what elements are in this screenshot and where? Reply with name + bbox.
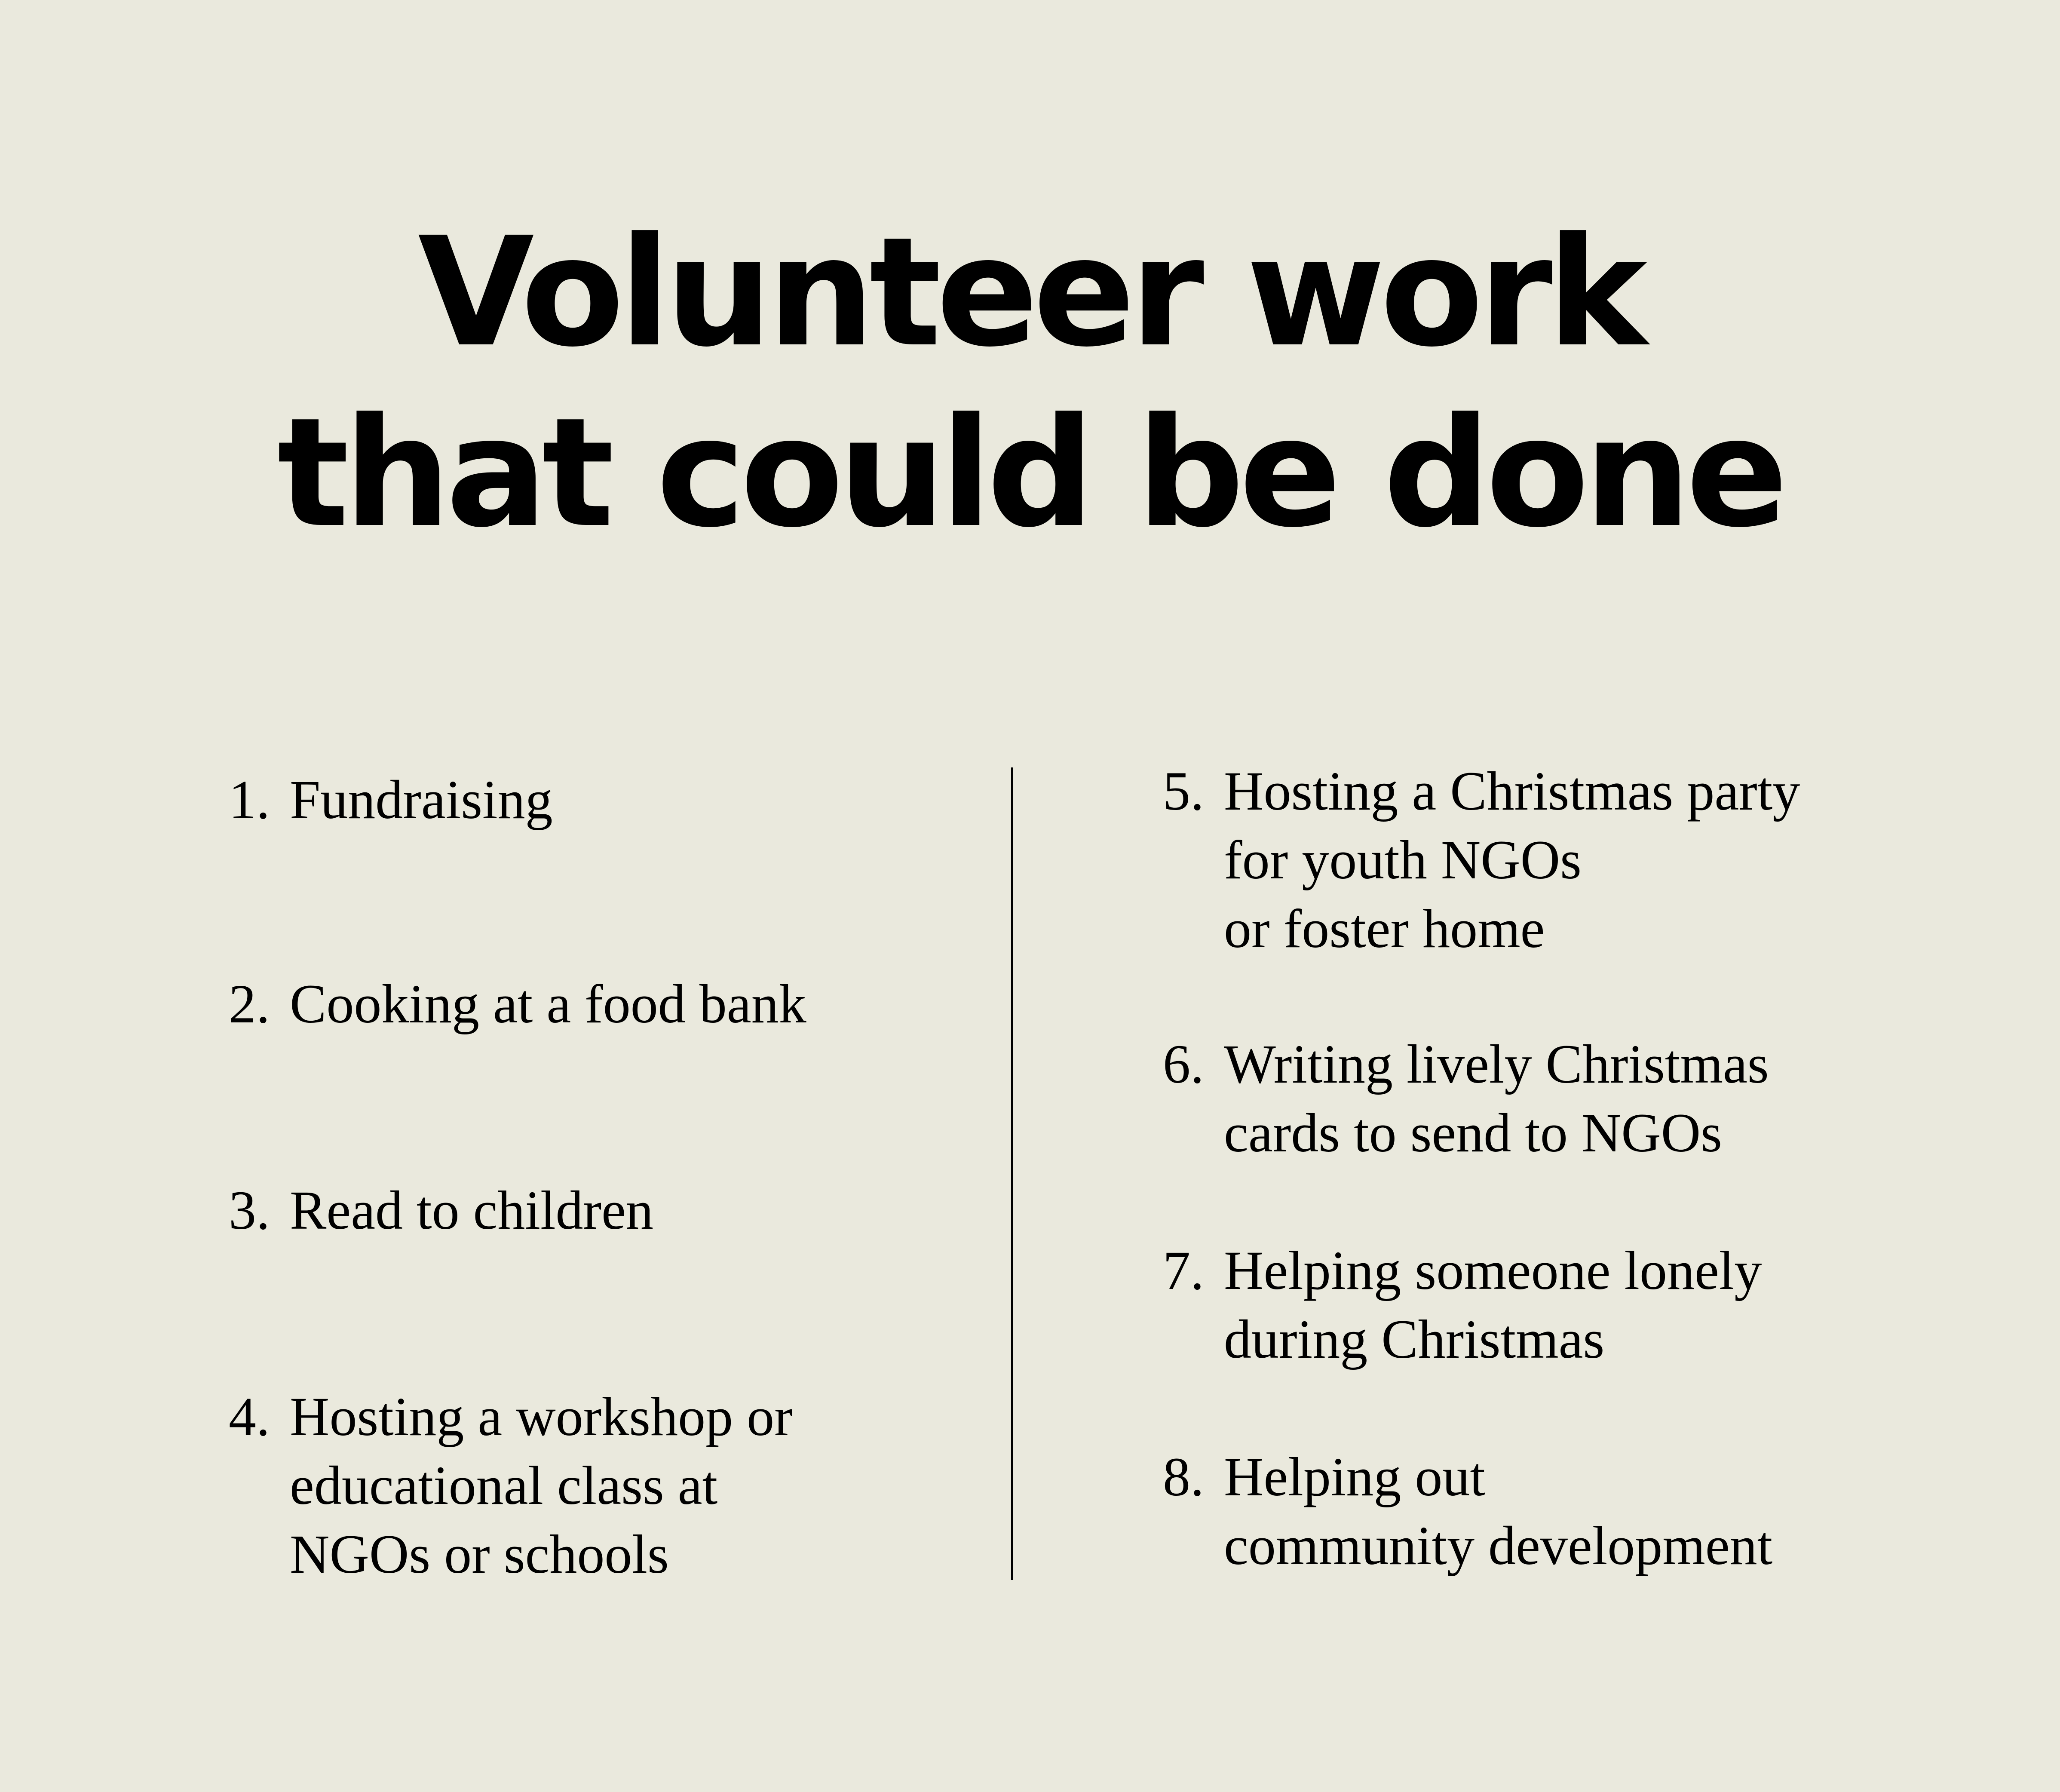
- list-item-8: [1163, 1442, 1772, 1580]
- item-text: [1224, 1236, 1762, 1374]
- list-item-4: [229, 1382, 793, 1589]
- item-text: [1224, 1442, 1772, 1580]
- item-text: [290, 765, 553, 834]
- item-line: Helping someone lonely: [1224, 1240, 1762, 1301]
- item-number: 5.: [1163, 761, 1204, 822]
- item-line: Helping out: [1224, 1446, 1485, 1507]
- list-item-2: [229, 970, 806, 1038]
- list-item-5: [1163, 757, 1800, 963]
- item-line: Fundraising: [290, 769, 553, 830]
- list-item-3: [229, 1176, 653, 1245]
- item-number: 8.: [1163, 1446, 1204, 1507]
- item-line: Hosting a Christmas party: [1224, 761, 1800, 822]
- item-line: NGOs or schools: [290, 1524, 669, 1585]
- item-line: cards to send to NGOs: [1224, 1102, 1722, 1163]
- item-line: during Christmas: [1224, 1309, 1605, 1370]
- title-line-2: that could be done: [277, 385, 1783, 561]
- item-text: [290, 1382, 793, 1589]
- item-line: community development: [1224, 1515, 1773, 1576]
- list-item-6: [1163, 1030, 1769, 1167]
- title-line-1: Volunteer work: [417, 205, 1643, 380]
- item-number: 7.: [1163, 1240, 1204, 1301]
- item-text: [290, 1176, 653, 1245]
- item-line: for youth NGOs: [1224, 829, 1582, 890]
- column-divider: [1011, 767, 1013, 1580]
- item-line: Cooking at a food bank: [290, 973, 806, 1034]
- item-text: [1224, 1030, 1769, 1167]
- item-text: [290, 970, 806, 1038]
- list-item-7: [1163, 1236, 1762, 1374]
- item-line: Writing lively Christmas: [1224, 1034, 1769, 1095]
- item-number: 4.: [229, 1386, 270, 1447]
- item-line: Hosting a workshop or: [290, 1386, 793, 1447]
- item-text: [1224, 757, 1800, 963]
- list-item-1: [229, 765, 553, 834]
- item-number: 2.: [229, 973, 270, 1034]
- item-number: 3.: [229, 1180, 270, 1241]
- item-line: or foster home: [1224, 898, 1545, 959]
- item-line: Read to children: [290, 1180, 653, 1241]
- item-number: 1.: [229, 769, 270, 830]
- item-line: educational class at: [290, 1455, 718, 1516]
- item-number: 6.: [1163, 1034, 1204, 1095]
- page-title: [0, 202, 2060, 563]
